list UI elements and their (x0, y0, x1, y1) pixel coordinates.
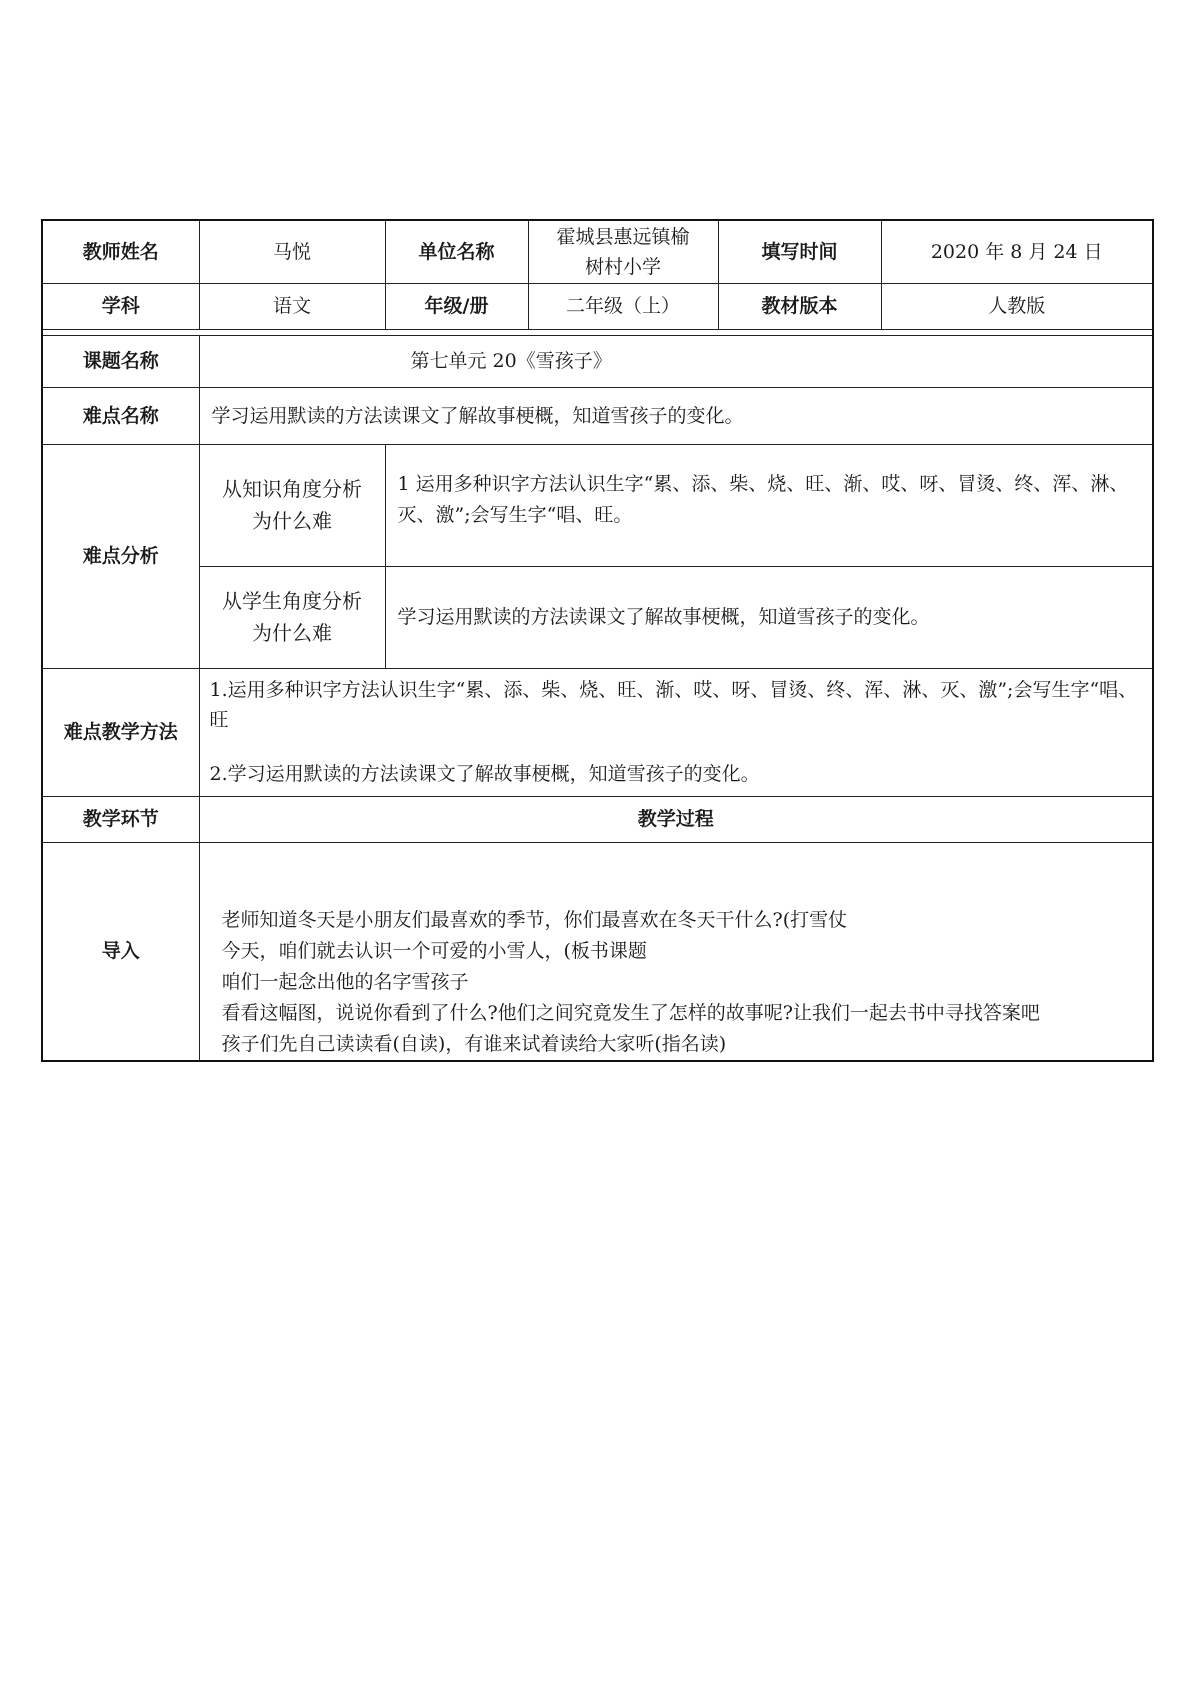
student-angle-label-line-2: 为什么难 (252, 621, 332, 645)
subject-value: 语文 (199, 283, 385, 329)
knowledge-angle-label-line-2: 为什么难 (252, 509, 332, 533)
method-label: 难点教学方法 (42, 668, 199, 796)
fill-date-value: 2020 年 8 月 24 日 (881, 220, 1153, 283)
header-row-1 (42, 220, 1153, 283)
method-value (199, 668, 1153, 796)
analysis-knowledge-row (42, 444, 1153, 566)
teacher-name-label: 教师姓名 (42, 220, 199, 283)
knowledge-angle-label-line-1: 从知识角度分析 (222, 477, 362, 501)
lesson-title-label: 课题名称 (42, 335, 199, 387)
difficulty-value: 学习运用默读的方法读课文了解故事梗概，知道雪孩子的变化。 (199, 387, 1153, 444)
method-row (42, 668, 1153, 796)
intro-line: 咱们一起念出他的名字雪孩子 (221, 970, 469, 993)
grade-label: 年级/册 (385, 283, 528, 329)
intro-line: 孩子们先自己读读看(自读)，有谁来试着读给大家听(指名读) (221, 1032, 727, 1055)
process-header-row (42, 796, 1153, 842)
student-angle-value: 学习运用默读的方法读课文了解故事梗概，知道雪孩子的变化。 (385, 566, 1153, 668)
lesson-title-value-cell (199, 335, 1153, 387)
intro-line: 看看这幅图，说说你看到了什么?他们之间究竟发生了怎样的故事呢?让我们一起去书中寻找答案吧 (221, 1001, 1040, 1024)
intro-line: 今天，咱们就去认识一个可爱的小雪人，(板书课题 (221, 939, 647, 962)
intro-line: 老师知道冬天是小朋友们最喜欢的季节，你们最喜欢在冬天干什么?(打雪仗 (221, 908, 848, 931)
grade-value: 二年级（上） (528, 283, 718, 329)
fill-date-label: 填写时间 (718, 220, 881, 283)
teacher-name-value: 马悦 (199, 220, 385, 283)
analysis-student-row (42, 566, 1153, 668)
difficulty-row (42, 387, 1153, 444)
analysis-label: 难点分析 (42, 444, 199, 668)
edition-value: 人教版 (881, 283, 1153, 329)
unit-name-label: 单位名称 (385, 220, 528, 283)
method-line-1: 1.运用多种识字方法认识生字“累、添、柴、烧、旺、渐、哎、呀、冒烫、终、浑、淋、灭、激”;会写生字“唱、旺 (209, 679, 1138, 731)
stage-header: 教学环节 (42, 796, 199, 842)
process-header: 教学过程 (199, 796, 1153, 842)
method-line-2: 2.学习运用默读的方法读课文了解故事梗概，知道雪孩子的变化。 (209, 763, 760, 785)
header-row-2 (42, 283, 1153, 329)
method-gap (210, 735, 1143, 759)
lesson-plan-table (41, 219, 1154, 1062)
intro-row (42, 842, 1153, 1061)
unit-name-value (528, 220, 718, 283)
knowledge-angle-value: 1 运用多种识字方法认识生字“累、添、柴、烧、旺、渐、哎、呀、冒烫、终、浑、淋、灭、激”;会写生字“唱、旺。 (385, 444, 1153, 566)
subject-label: 学科 (42, 283, 199, 329)
stage-intro-label: 导入 (42, 842, 199, 1061)
student-angle-label-line-1: 从学生角度分析 (222, 589, 362, 613)
knowledge-angle-label (199, 444, 385, 566)
lesson-title-value: 第七单元 20《雪孩子》 (410, 350, 612, 372)
lesson-title-row (42, 335, 1153, 387)
intro-content (199, 842, 1153, 1061)
student-angle-label (199, 566, 385, 668)
difficulty-label: 难点名称 (42, 387, 199, 444)
edition-label: 教材版本 (718, 283, 881, 329)
unit-name-line-1: 霍城县惠远镇榆 (556, 225, 690, 248)
unit-name-line-2: 树村小学 (584, 255, 661, 278)
